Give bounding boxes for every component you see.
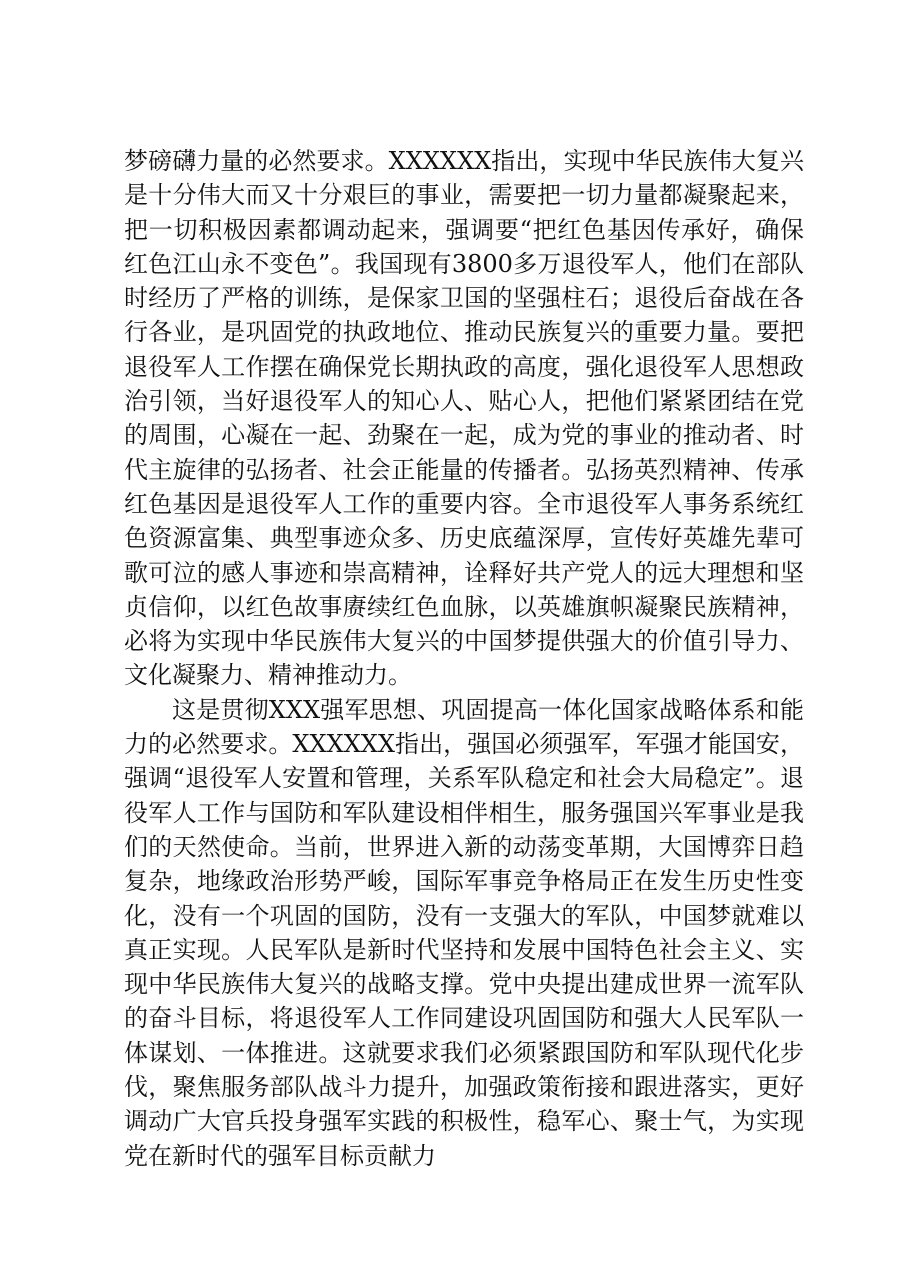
paragraph-veterans-red-gene: 梦磅礴力量的必然要求。XXXXXX指出，实现中华民族伟大复兴是十分伟大而又十分艰巨的事业，需要把一切力量都凝聚起来，把一切积极因素都调动起来，强调要“把红色基因传承好，确保红色江山永不变色”。我国现有3800多万退役军人，他们在部队时经历了严格的训练，是保家卫国的坚强柱石；退役后奋战在各行各业，是巩固党的执政地位、推动民族复兴的重要力量。要把退役军人工作摆在确保党长期执政的高度，强化退役军人思想政治引领，当好退役军人的知心人、贴心人，把他们紧紧团结在党的周围，心凝在一起、劲聚在一起，成为党的事业的推动者、时代主旋律的弘扬者、社会正能量的传播者。弘扬英烈精神、传承红色基因是退役军人工作的重要内容。全市退役军人事务系统红色资源富集、典型事迹众多、历史底蕴深厚，宣传好英雄先辈可歌可泣的感人事迹和崇高精神，诠释好共产党人的远大理想和坚贞信仰，以红色故事赓续红色血脉，以英雄旗帜凝聚民族精神，必将为实现中华民族伟大复兴的中国梦提供强大的价值引导力、文化凝聚力、精神推动力。 — [124, 147, 804, 690]
document-body — [124, 144, 804, 1173]
paragraph-strong-military: 这是贯彻XXX强军思想、巩固提高一体化国家战略体系和能力的必然要求。XXXXXX指出，强国必须强军，军强才能国安，强调“退役军人安置和管理，关系军队稳定和社会大局稳定”。退役军人工作与国防和军队建设相伴相生，服务强国兴军事业是我们的天然使命。当前，世界进入新的动荡变革期，大国博弈日趋复杂，地缘政治形势严峻，国际军事竞争格局正在发生历史性变化，没有一个巩固的国防，没有一支强大的军队，中国梦就难以真正实现。人民军队是新时代坚持和发展中国特色社会主义、实现中华民族伟大复兴的战略支撑。党中央提出建成世界一流军队的奋斗目标，将退役军人工作同建设巩固国防和强大人民军队一体谋划、一体推进。这就要求我们必须紧跟国防和军队现代化步伐，聚焦服务部队战斗力提升，加强政策衔接和跟进落实，更好调动广大官兵投身强军实践的积极性，稳军心、聚士气，为实现党在新时代的强军目标贡献力 — [124, 695, 804, 1170]
